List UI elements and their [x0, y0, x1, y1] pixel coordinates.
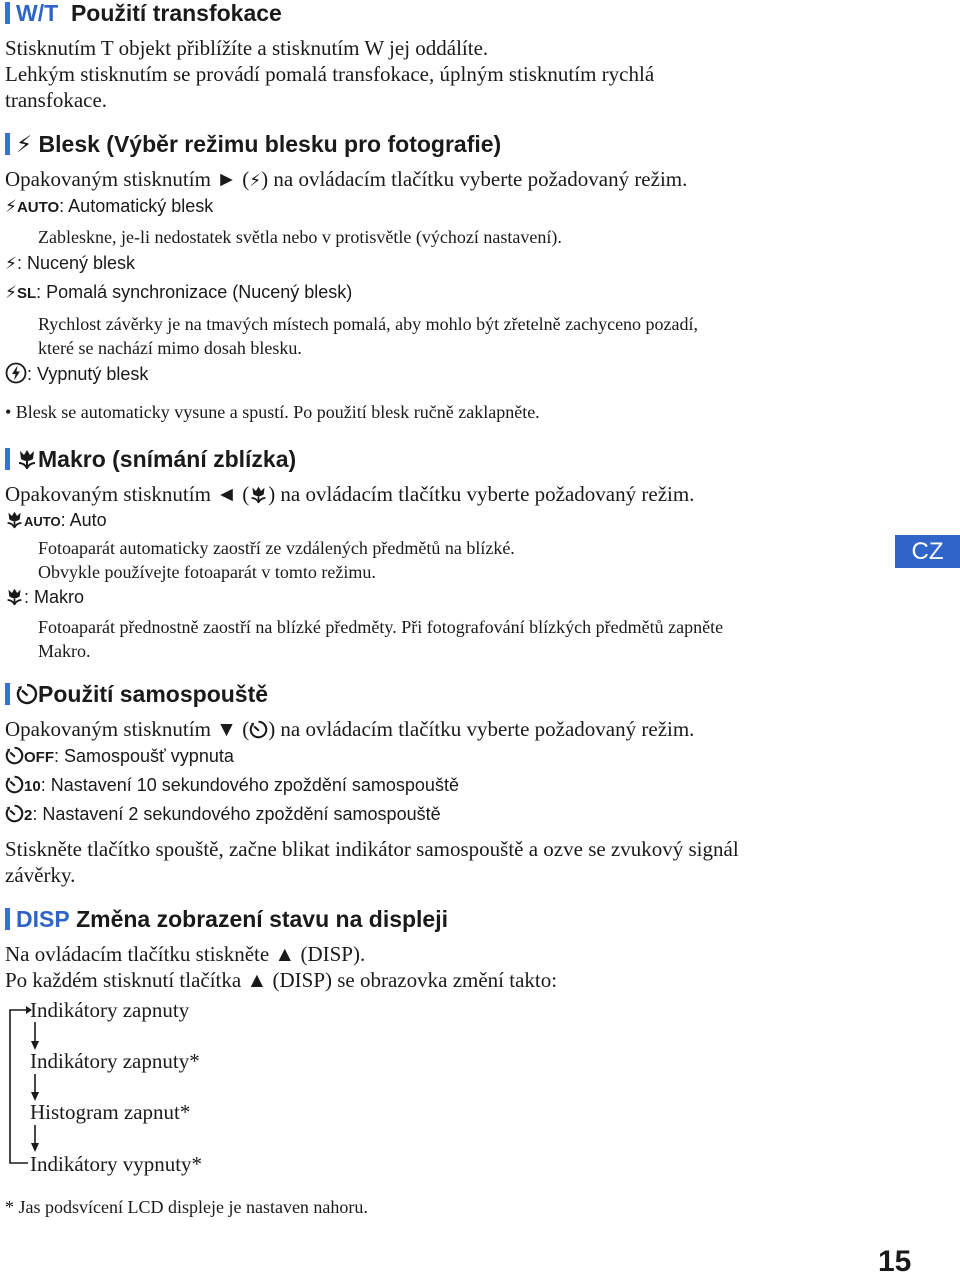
flash-title: Blesk (Výběr režimu blesku pro fotografie) — [38, 131, 502, 157]
language-tab: CZ — [895, 535, 960, 568]
disp-flow-step: Indikátory zapnuty — [30, 998, 190, 1022]
heading-bar — [5, 133, 10, 155]
flash-icon: ⚡ — [5, 254, 17, 274]
macro-auto-desc2: Obvykle používejte fotoaparát v tomto režimu. — [38, 562, 376, 582]
flash-off-option — [5, 362, 148, 385]
disp-line1: Na ovládacím tlačítku stiskněte ▲ (DISP). — [5, 942, 366, 966]
flash-auto-sub: AUTO — [16, 199, 60, 216]
timer-off-label: : Samospoušť vypnuta — [54, 746, 234, 766]
wt-label: W/T — [16, 0, 59, 26]
timer-title: Použití samospouště — [38, 681, 269, 707]
self-timer-icon — [5, 804, 24, 823]
flash-icon: ⚡ — [5, 197, 17, 217]
timer-2-sub: 2 — [24, 807, 33, 824]
macro-tulip-icon — [249, 485, 268, 504]
wt-heading — [5, 0, 282, 27]
timer-desc1: Stiskněte tlačítko spouště, začne blikat indikátor samospouště a ozve se zvukový signál — [5, 837, 739, 861]
flash-slow-label: : Pomalá synchronizace (Nucený blesk) — [36, 282, 353, 302]
macro-on-label: : Makro — [24, 587, 85, 607]
wt-line3: transfokace. — [5, 88, 108, 112]
flash-instruction — [5, 166, 687, 194]
timer-10-option — [5, 775, 459, 796]
flash-heading — [5, 131, 501, 158]
macro-tulip-icon — [5, 587, 24, 606]
timer-10-label: : Nastavení 10 sekundového zpoždění samospouště — [40, 775, 459, 795]
macro-on-option — [5, 587, 84, 608]
macro-instruction — [5, 481, 694, 507]
timer-instruction-b: ) na ovládacím tlačítku vyberte požadovaný režim. — [268, 717, 695, 741]
macro-auto-desc1: Fotoaparát automaticky zaostří ze vzdálených předmětů na blízké. — [38, 538, 515, 558]
flash-instruction-a: Opakovaným stisknutím ► ( — [5, 167, 250, 191]
timer-off-sub: OFF — [24, 749, 54, 766]
timer-off-option — [5, 746, 234, 767]
wt-line2: Lehkým stisknutím se provádí pomalá transfokace, úplným stisknutím rychlá — [5, 62, 655, 86]
disp-flow-step: Histogram zapnut* — [30, 1100, 191, 1124]
flash-instruction-b: ) na ovládacím tlačítku vyberte požadovaný režim. — [261, 167, 688, 191]
macro-tulip-icon — [5, 510, 24, 529]
flash-auto-label: : Automatický blesk — [59, 196, 214, 216]
flash-auto-desc: Zableskne, je-li nedostatek světla nebo v protisvětle (výchozí nastavení). — [38, 227, 562, 247]
timer-instruction — [5, 716, 694, 742]
timer-desc2: závěrky. — [5, 863, 76, 887]
macro-on-desc2: Makro. — [38, 641, 91, 661]
disp-flow-step: Indikátory vypnuty* — [30, 1152, 203, 1176]
macro-tulip-icon — [16, 448, 38, 470]
flash-slow-desc2: které se nachází mimo dosah blesku. — [38, 338, 302, 358]
heading-bar — [5, 683, 10, 705]
flash-icon: ⚡ — [5, 283, 17, 303]
timer-2-option — [5, 804, 441, 825]
heading-bar — [5, 908, 10, 930]
timer-10-sub: 10 — [24, 778, 41, 795]
self-timer-icon — [249, 720, 268, 739]
heading-bar — [5, 2, 10, 24]
disp-footnote: * Jas podsvícení LCD displeje je nastaven nahoru. — [5, 1197, 368, 1217]
macro-auto-option — [5, 510, 107, 531]
wt-title: Použití transfokace — [70, 0, 282, 26]
flash-off-icon — [5, 362, 27, 384]
page-number: 15 — [878, 1245, 912, 1278]
macro-on-desc1: Fotoaparát přednostně zaostří na blízké předměty. Při fotografování blízkých předmětů zapněte — [38, 617, 724, 637]
flash-slow-sub: SL — [16, 285, 37, 302]
disp-heading — [5, 906, 448, 933]
macro-auto-sub: AUTO — [24, 514, 61, 529]
macro-instruction-a: Opakovaným stisknutím ◄ ( — [5, 482, 250, 506]
macro-instruction-b: ) na ovládacím tlačítku vyberte požadovaný režim. — [268, 482, 695, 506]
disp-flow-step: Indikátory zapnuty* — [30, 1049, 200, 1073]
wt-line1: Stisknutím T objekt přiblížíte a stisknutím W jej oddálíte. — [5, 36, 489, 60]
flash-auto-option — [5, 196, 213, 217]
timer-2-label: : Nastavení 2 sekundového zpoždění samospouště — [32, 804, 441, 824]
flash-slow-option — [5, 282, 352, 303]
flash-forced-option — [5, 253, 135, 274]
flash-note: • Blesk se automaticky vysune a spustí. Po použití blesk ručně zaklapněte. — [5, 402, 540, 422]
disp-label: DISP — [16, 906, 70, 932]
flash-icon: ⚡ — [249, 171, 262, 191]
timer-instruction-a: Opakovaným stisknutím ▼ ( — [5, 717, 250, 741]
macro-auto-label: : Auto — [60, 510, 107, 530]
flash-off-label: : Vypnutý blesk — [27, 364, 149, 384]
disp-title: Změna zobrazení stavu na displeji — [76, 906, 449, 932]
flash-forced-label: : Nucený blesk — [16, 253, 135, 273]
flash-icon: ⚡ — [16, 132, 33, 158]
heading-bar — [5, 448, 10, 470]
self-timer-icon — [16, 683, 38, 705]
self-timer-icon — [5, 746, 24, 765]
flash-slow-desc1: Rychlost závěrky je na tmavých místech pomalá, aby mohlo být zřetelně zachyceno pozadí, — [38, 314, 699, 334]
macro-title: Makro (snímání zblízka) — [38, 446, 297, 472]
disp-line2: Po každém stisknutí tlačítka ▲ (DISP) se obrazovka změní takto: — [5, 968, 558, 992]
macro-heading — [5, 446, 296, 473]
self-timer-icon — [5, 775, 24, 794]
timer-heading — [5, 681, 268, 708]
